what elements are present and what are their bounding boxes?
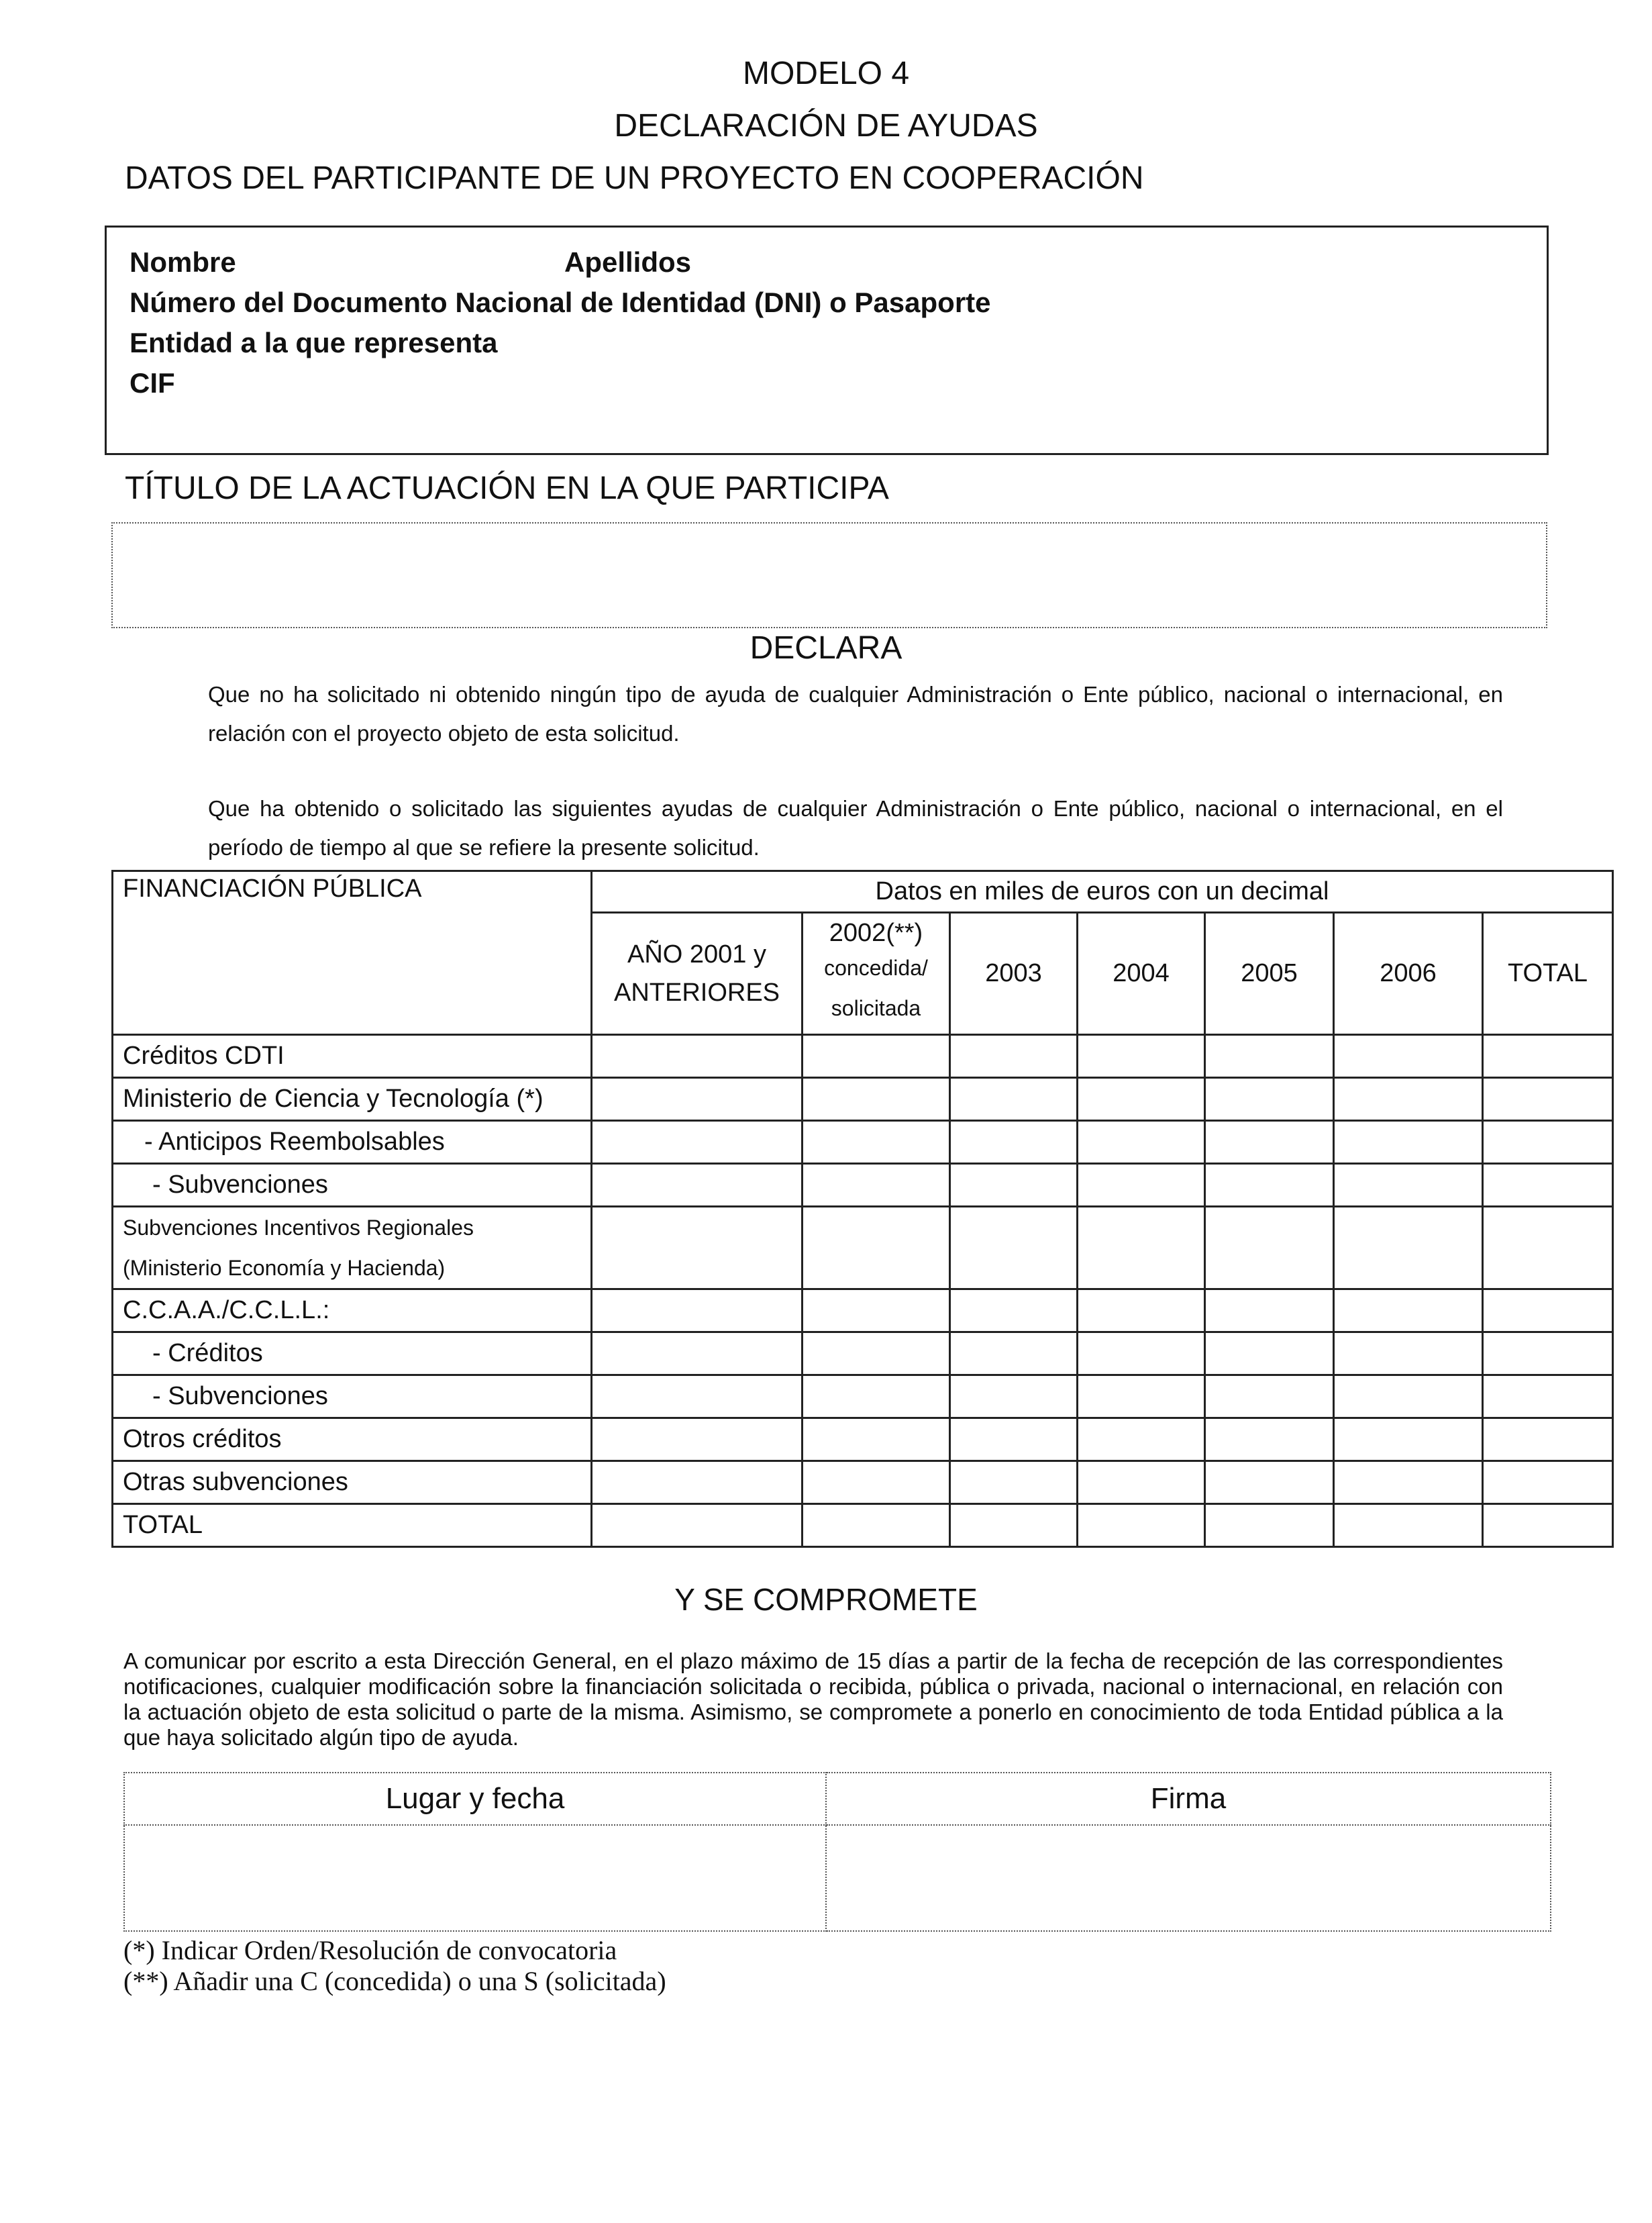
table-cell[interactable] [1483, 1164, 1613, 1207]
table-cell[interactable] [1205, 1035, 1334, 1078]
firma-header: Firma [826, 1773, 1551, 1825]
table-cell[interactable] [803, 1207, 950, 1289]
table-cell[interactable] [592, 1035, 803, 1078]
table-cell[interactable] [592, 1121, 803, 1164]
footnote-concedida-solicitada: (**) Añadir una C (concedida) o una S (solicitada) [123, 1966, 666, 1996]
table-cell[interactable] [1334, 1035, 1483, 1078]
table-cell[interactable] [1483, 1035, 1613, 1078]
table-cell[interactable] [1483, 1504, 1613, 1547]
table-cell[interactable] [1078, 1035, 1205, 1078]
table-cell[interactable] [1205, 1164, 1334, 1207]
declara-heading: DECLARA [750, 630, 902, 666]
row-label-incentivos-line2: (Ministerio Economía y Hacienda) [123, 1256, 446, 1280]
table-cell[interactable] [950, 1164, 1078, 1207]
col-header-2004: 2004 [1078, 913, 1205, 1035]
table-cell[interactable] [1205, 1461, 1334, 1504]
table-cell[interactable] [1205, 1289, 1334, 1332]
table-cell[interactable] [1483, 1418, 1613, 1461]
titulo-actuacion-label: TÍTULO DE LA ACTUACIÓN EN LA QUE PARTICIPA [125, 471, 889, 506]
table-cell[interactable] [803, 1164, 950, 1207]
table-cell[interactable] [1078, 1207, 1205, 1289]
col-header-total: TOTAL [1483, 913, 1613, 1035]
table-cell[interactable] [1205, 1418, 1334, 1461]
entidad-label: Entidad a la que representa [130, 327, 498, 358]
table-cell[interactable] [803, 1289, 950, 1332]
table-cell[interactable] [1205, 1207, 1334, 1289]
lugar-fecha-field[interactable] [124, 1825, 826, 1931]
nombre-label: Nombre [130, 246, 236, 278]
table-cell[interactable] [1078, 1375, 1205, 1418]
table-cell[interactable] [1334, 1207, 1483, 1289]
col-header-2005: 2005 [1205, 913, 1334, 1035]
table-cell[interactable] [803, 1078, 950, 1121]
table-row [113, 1207, 1613, 1289]
table-cell[interactable] [1205, 1375, 1334, 1418]
table-cell[interactable] [1078, 1164, 1205, 1207]
col-header-2003: 2003 [950, 913, 1078, 1035]
table-cell[interactable] [1334, 1504, 1483, 1547]
col-header-2001 [592, 913, 803, 1035]
row-label-incentivos-regionales [113, 1207, 592, 1289]
table-cell[interactable] [1334, 1375, 1483, 1418]
table-cell[interactable] [1483, 1375, 1613, 1418]
table-cell[interactable] [592, 1461, 803, 1504]
dni-label: Número del Documento Nacional de Identidad (DNI) o Pasaporte [130, 287, 991, 318]
table-row [113, 1121, 1613, 1164]
table-cell[interactable] [950, 1504, 1078, 1547]
col-2002-line1: 2002(**) [829, 919, 923, 947]
table-cell[interactable] [1205, 1078, 1334, 1121]
table-cell[interactable] [1078, 1461, 1205, 1504]
table-cell[interactable] [950, 1289, 1078, 1332]
table-cell[interactable] [1483, 1207, 1613, 1289]
row-label-subvenciones-ccaa: - Subvenciones [113, 1375, 592, 1418]
table-cell[interactable] [592, 1504, 803, 1547]
table-cell[interactable] [803, 1332, 950, 1375]
table-cell[interactable] [950, 1207, 1078, 1289]
form-model-number: MODELO 4 [742, 56, 910, 91]
table-row [113, 1035, 1613, 1078]
table-row [113, 1078, 1613, 1121]
table-row [113, 1461, 1613, 1504]
table-cell[interactable] [1483, 1289, 1613, 1332]
row-label-creditos-ccaa: - Créditos [113, 1332, 592, 1375]
table-cell[interactable] [1483, 1121, 1613, 1164]
table-cell[interactable] [1483, 1078, 1613, 1121]
table-cell[interactable] [592, 1289, 803, 1332]
table-cell[interactable] [1205, 1504, 1334, 1547]
footnote-convocatoria: (*) Indicar Orden/Resolución de convocatoria [123, 1935, 617, 1965]
table-row [113, 1504, 1613, 1547]
table-cell[interactable] [592, 1164, 803, 1207]
table-cell[interactable] [1078, 1504, 1205, 1547]
row-label-otros-creditos: Otros créditos [113, 1418, 592, 1461]
row-label-creditos-cdti: Créditos CDTI [113, 1035, 592, 1078]
titulo-actuacion-field[interactable] [111, 522, 1547, 628]
table-cell[interactable] [1334, 1289, 1483, 1332]
cif-label: CIF [130, 367, 175, 399]
table-cell[interactable] [1334, 1164, 1483, 1207]
table-cell[interactable] [1078, 1078, 1205, 1121]
table-cell[interactable] [803, 1121, 950, 1164]
table-cell[interactable] [1078, 1289, 1205, 1332]
table-cell[interactable] [1078, 1332, 1205, 1375]
row-label-total: TOTAL [113, 1504, 592, 1547]
table-row [113, 1418, 1613, 1461]
signature-table [123, 1772, 1551, 1932]
lugar-fecha-header: Lugar y fecha [124, 1773, 826, 1825]
table-cell[interactable] [1334, 1078, 1483, 1121]
table-cell[interactable] [592, 1375, 803, 1418]
table-cell[interactable] [1078, 1418, 1205, 1461]
row-label-anticipos: - Anticipos Reembolsables [113, 1121, 592, 1164]
table-cell[interactable] [1078, 1121, 1205, 1164]
table-row [113, 1289, 1613, 1332]
table-cell[interactable] [1334, 1121, 1483, 1164]
table-cell[interactable] [1334, 1418, 1483, 1461]
table-cell[interactable] [1205, 1332, 1334, 1375]
compromete-heading: Y SE COMPROMETE [674, 1582, 978, 1617]
table-cell[interactable] [803, 1461, 950, 1504]
participant-section-title: DATOS DEL PARTICIPANTE DE UN PROYECTO EN COOPERACIÓN [125, 160, 1144, 196]
row-label-incentivos-line1: Subvenciones Incentivos Regionales [123, 1216, 474, 1240]
participant-data-box [105, 226, 1549, 455]
col-header-2006: 2006 [1334, 913, 1483, 1035]
table-cell[interactable] [1205, 1121, 1334, 1164]
col-2002-line2: concedida/ [824, 956, 928, 980]
table-cell[interactable] [592, 1418, 803, 1461]
compromete-paragraph: A comunicar por escrito a esta Dirección General, en el plazo máximo de 15 días a partir de la fecha de recepción de las correspondientes notificaciones, cualquier modificación sobre la financiación solicitada o recibida, pública o privada, nacional o internacional, en relación con la actuación objeto de esta solicitud o parte de la misma. Asimismo, se compromete a ponerlo en conocimiento de toda Entidad pública a la que haya solicitado algún tipo de ayuda. [123, 1648, 1503, 1750]
table-cell[interactable] [950, 1461, 1078, 1504]
table-cell[interactable] [950, 1035, 1078, 1078]
row-label-subvenciones-ministerio: - Subvenciones [113, 1164, 592, 1207]
document-title: DECLARACIÓN DE AYUDAS [614, 108, 1038, 144]
table-cell[interactable] [950, 1332, 1078, 1375]
col-header-2002 [803, 913, 950, 1035]
table-group-header: Datos en miles de euros con un decimal [592, 871, 1613, 913]
table-cell[interactable] [950, 1078, 1078, 1121]
col-2001-line1: AÑO 2001 y [627, 940, 766, 969]
table-cell[interactable] [1483, 1461, 1613, 1504]
declara-paragraph-aid-obtained: Que ha obtenido o solicitado las siguientes ayudas de cualquier Administración o Ente público, nacional o internacional, en el período de tiempo al que se refiere la presente solicitud. [208, 796, 1503, 860]
table-cell[interactable] [803, 1375, 950, 1418]
table-cell[interactable] [592, 1332, 803, 1375]
table-cell[interactable] [950, 1375, 1078, 1418]
col-2002-line3: solicitada [831, 996, 921, 1020]
financing-table [111, 870, 1614, 1548]
row-label-ministerio-ciencia: Ministerio de Ciencia y Tecnología (*) [113, 1078, 592, 1121]
table-cell[interactable] [803, 1035, 950, 1078]
table-row [113, 1164, 1613, 1207]
table-row [113, 1332, 1613, 1375]
row-label-ccaa: C.C.A.A./C.C.L.L.: [113, 1289, 592, 1332]
table-cell[interactable] [592, 1207, 803, 1289]
table-cell[interactable] [950, 1418, 1078, 1461]
apellidos-label: Apellidos [564, 246, 692, 278]
table-cell[interactable] [1483, 1332, 1613, 1375]
table-cell[interactable] [1334, 1332, 1483, 1375]
firma-field[interactable] [826, 1825, 1551, 1931]
table-row [113, 1375, 1613, 1418]
col-2001-line2: ANTERIORES [613, 978, 780, 1007]
table-cell[interactable] [1334, 1461, 1483, 1504]
table-corner-header: FINANCIACIÓN PÚBLICA [113, 871, 592, 1035]
table-cell[interactable] [803, 1418, 950, 1461]
declara-paragraph-no-aid: Que no ha solicitado ni obtenido ningún tipo de ayuda de cualquier Administración o Ente público, nacional o internacional, en relación con el proyecto objeto de esta solicitud. [208, 682, 1503, 746]
table-cell[interactable] [950, 1121, 1078, 1164]
table-cell[interactable] [803, 1504, 950, 1547]
row-label-otras-subvenciones: Otras subvenciones [113, 1461, 592, 1504]
table-cell[interactable] [592, 1078, 803, 1121]
